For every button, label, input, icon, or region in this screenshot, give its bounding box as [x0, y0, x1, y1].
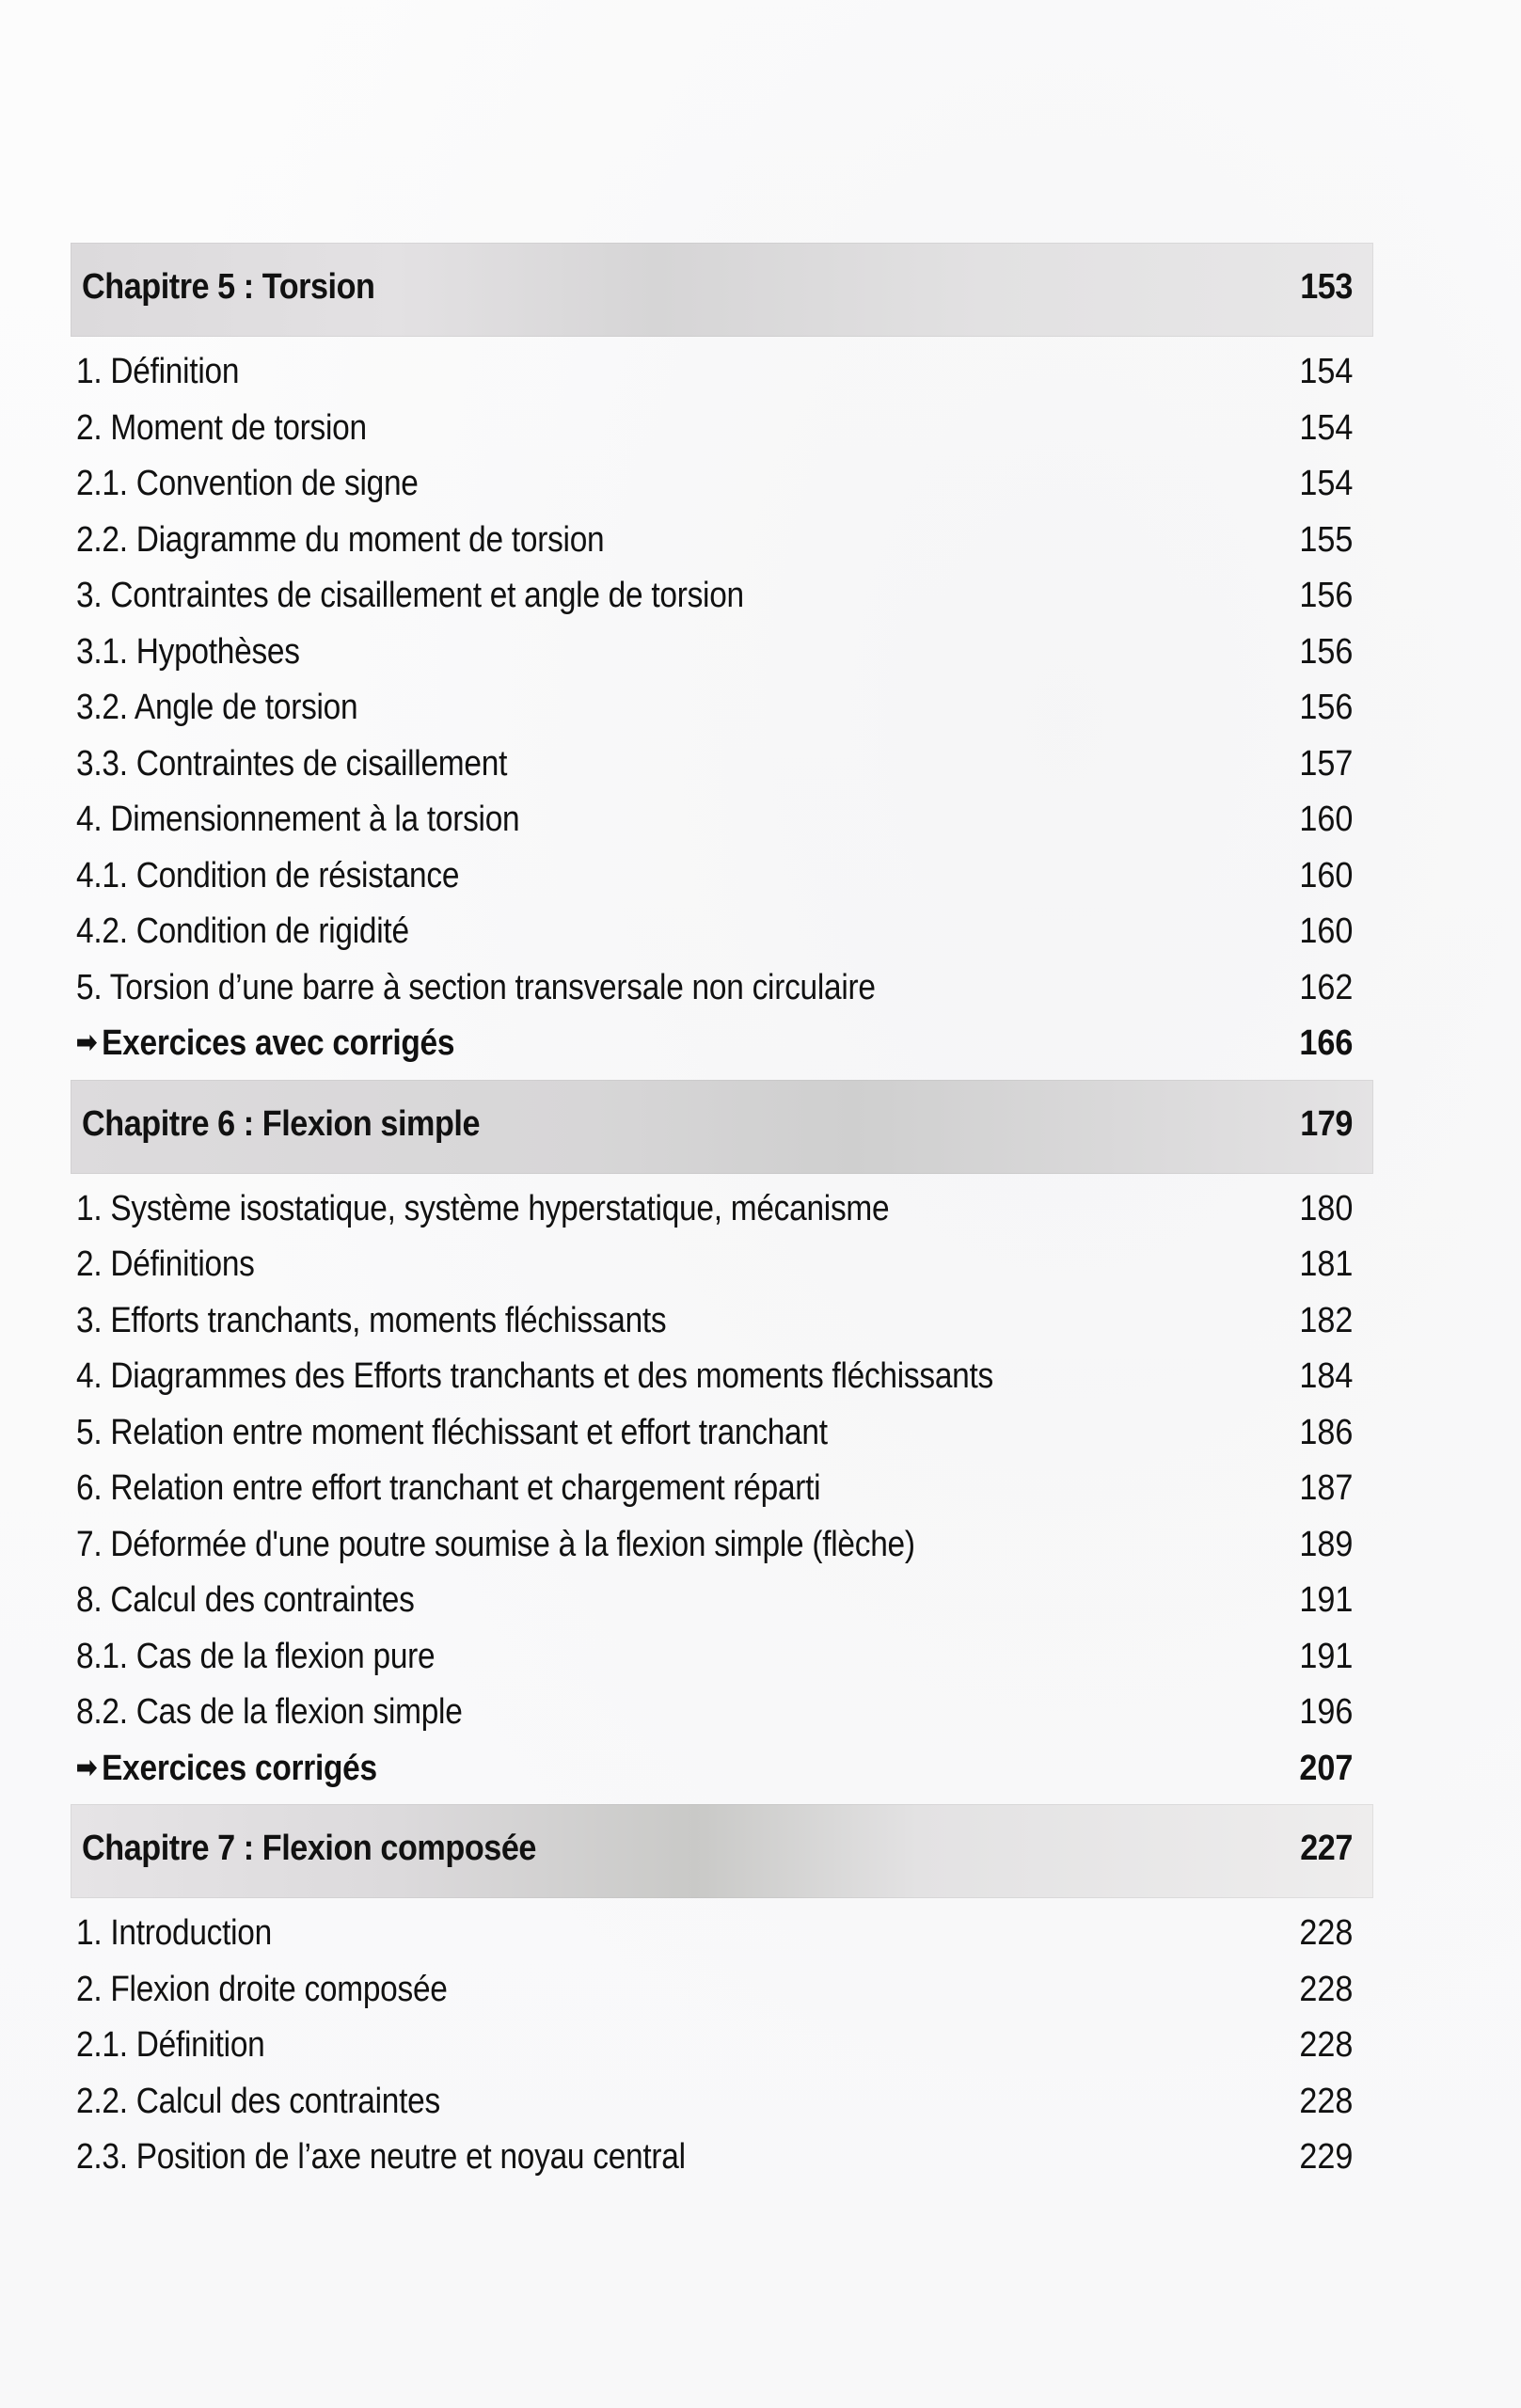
entry-label: 1. Introduction	[76, 1913, 272, 1953]
toc-entry-exercises	[71, 1018, 1373, 1074]
toc-entry	[71, 1183, 1373, 1240]
toc-entry	[71, 1463, 1373, 1519]
toc-entry-exercises	[71, 1743, 1373, 1799]
entry-page-number: 156	[1298, 576, 1353, 615]
chapter-title: Chapitre 6 : Flexion simple	[82, 1103, 481, 1144]
entry-page-number: 228	[1298, 2081, 1353, 2121]
toc-entry	[71, 1519, 1373, 1576]
entry-page-number: 157	[1298, 743, 1353, 784]
entry-page-number: 155	[1298, 519, 1353, 560]
entry-label: 6. Relation entre effort tranchant et chargement réparti	[76, 1468, 821, 1508]
toc-entry	[71, 794, 1373, 850]
entry-label: 2.2. Diagramme du moment de torsion	[76, 519, 605, 560]
entry-page-number: 186	[1298, 1412, 1353, 1452]
entry-label: 1. Définition	[76, 352, 240, 391]
entry-label: 2.3. Position de l’axe neutre et noyau central	[76, 2137, 686, 2177]
entry-label: 2. Définitions	[76, 1244, 255, 1284]
toc-entry	[71, 1575, 1373, 1631]
entry-label: 7. Déformée d'une poutre soumise à la flexion simple (flèche)	[76, 1524, 915, 1564]
entry-label: 8. Calcul des contraintes	[76, 1580, 415, 1620]
toc-entry	[71, 403, 1373, 459]
entry-page-number: 181	[1298, 1244, 1353, 1284]
entry-page-number: 207	[1298, 1748, 1353, 1788]
entry-page-number: 182	[1298, 1300, 1353, 1340]
entry-page-number: 160	[1298, 855, 1353, 895]
entry-label: 5. Relation entre moment fléchissant et effort tranchant	[76, 1412, 828, 1452]
entry-label: 2.2. Calcul des contraintes	[76, 2081, 440, 2121]
entry-page-number: 160	[1298, 800, 1353, 839]
entry-page-number: 228	[1298, 1913, 1353, 1953]
entry-page-number: 154	[1298, 407, 1353, 448]
entry-label: 5. Torsion d’une barre à section transversale non circulaire	[76, 967, 876, 1007]
entry-label: 2. Flexion droite composée	[76, 1969, 448, 2009]
toc-entry	[71, 2020, 1373, 2076]
arrow-right-icon: ➡	[76, 1751, 97, 1783]
toc-entry	[71, 515, 1373, 571]
entry-label: 1. Système isostatique, système hyperstatique, mécanisme	[76, 1188, 890, 1228]
toc-entry	[71, 2076, 1373, 2132]
toc-entry	[71, 2131, 1373, 2188]
entry-label: 2. Moment de torsion	[76, 407, 367, 448]
toc-entry	[71, 1964, 1373, 2020]
entry-label	[76, 1023, 454, 1064]
chapter-page-number: 153	[1300, 267, 1353, 307]
entry-label: 3.2. Angle de torsion	[76, 688, 358, 727]
entry-page-number: 160	[1298, 911, 1353, 951]
entry-label: 3. Contraintes de cisaillement et angle de torsion	[76, 576, 744, 615]
entry-label: 3. Efforts tranchants, moments fléchissants	[76, 1300, 667, 1340]
toc-entry	[71, 346, 1373, 403]
entry-page-number: 191	[1298, 1636, 1353, 1676]
entry-page-number: 196	[1298, 1692, 1353, 1732]
entry-label	[76, 1749, 377, 1789]
entry-label-text: Exercices avec corrigés	[102, 1023, 455, 1063]
entry-label-text: Exercices corrigés	[102, 1748, 377, 1788]
toc-entry	[71, 906, 1373, 962]
toc-entry	[71, 1351, 1373, 1407]
chapter-page-number: 179	[1300, 1103, 1353, 1144]
toc-entry	[71, 850, 1373, 907]
toc-entry	[71, 458, 1373, 515]
chapter-page-number: 227	[1300, 1829, 1353, 1868]
entry-page-number: 184	[1298, 1356, 1353, 1396]
chapter-header-6	[71, 1080, 1373, 1174]
toc-entry	[71, 962, 1373, 1019]
entry-page-number: 154	[1298, 464, 1353, 503]
entry-label: 3.3. Contraintes de cisaillement	[76, 743, 508, 784]
entry-page-number: 180	[1298, 1188, 1353, 1228]
toc-entry	[71, 1631, 1373, 1687]
entry-page-number: 166	[1298, 1023, 1353, 1063]
entry-page-number: 229	[1298, 2137, 1353, 2177]
toc-entry	[71, 738, 1373, 795]
entry-label: 4. Dimensionnement à la torsion	[76, 800, 520, 839]
entry-label: 4.1. Condition de résistance	[76, 855, 460, 895]
entry-page-number: 228	[1298, 1969, 1353, 2009]
entry-label: 8.2. Cas de la flexion simple	[76, 1692, 463, 1732]
entry-label: 4.2. Condition de rigidité	[76, 911, 409, 951]
chapter-title: Chapitre 7 : Flexion composée	[82, 1829, 536, 1868]
toc-entry	[71, 1295, 1373, 1352]
entry-page-number: 156	[1298, 688, 1353, 727]
entry-label: 8.1. Cas de la flexion pure	[76, 1636, 436, 1676]
arrow-right-icon: ➡	[76, 1027, 97, 1058]
chapter-entries-7	[71, 1898, 1373, 2194]
chapter-header-5	[71, 243, 1373, 337]
entry-page-number: 228	[1298, 2025, 1353, 2065]
entry-label: 2.1. Convention de signe	[76, 464, 419, 503]
entry-label: 2.1. Définition	[76, 2025, 265, 2065]
entry-page-number: 154	[1298, 352, 1353, 391]
toc-entry	[71, 570, 1373, 626]
toc-entry	[71, 1239, 1373, 1295]
table-of-contents	[71, 243, 1373, 2194]
entry-page-number: 189	[1298, 1524, 1353, 1564]
toc-entry	[71, 1687, 1373, 1743]
toc-entry	[71, 626, 1373, 683]
chapter-header-7	[71, 1804, 1373, 1898]
chapter-title: Chapitre 5 : Torsion	[82, 267, 375, 307]
entry-page-number: 156	[1298, 631, 1353, 672]
toc-entry	[71, 1908, 1373, 1964]
entry-label: 4. Diagrammes des Efforts tranchants et des moments fléchissants	[76, 1356, 993, 1396]
chapter-entries-6	[71, 1174, 1373, 1805]
toc-entry	[71, 682, 1373, 738]
entry-page-number: 187	[1298, 1468, 1353, 1508]
chapter-entries-5	[71, 337, 1373, 1080]
entry-label: 3.1. Hypothèses	[76, 631, 300, 672]
entry-page-number: 191	[1298, 1580, 1353, 1620]
entry-page-number: 162	[1298, 967, 1353, 1007]
toc-entry	[71, 1407, 1373, 1464]
